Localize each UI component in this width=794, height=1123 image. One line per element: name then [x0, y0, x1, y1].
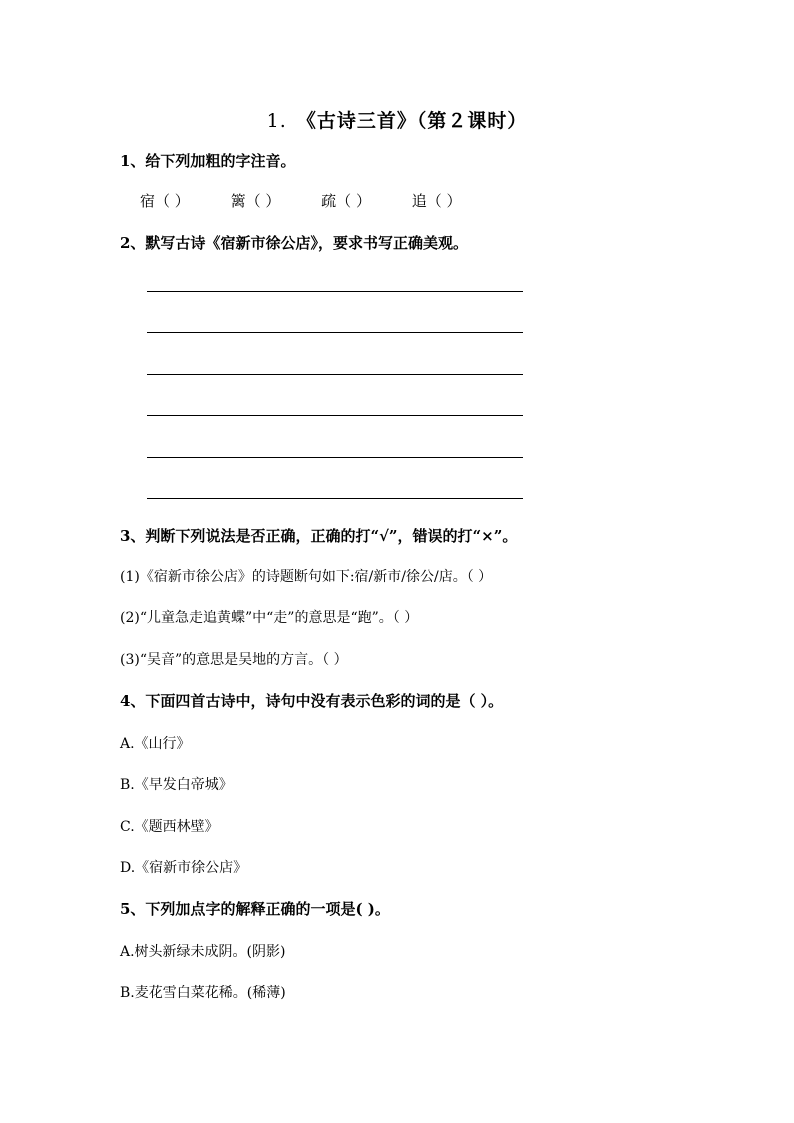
- pinyin-char: 篱: [230, 192, 246, 210]
- option-item: B.麦花雪白菜花稀。(稀薄): [120, 985, 286, 1001]
- title-text: 《古诗三首》（第２课时）: [296, 110, 528, 132]
- judgement-item: (1)《宿新市徐公店》的诗题断句如下:宿/新市/徐公/店。（ ）: [120, 569, 493, 585]
- pinyin-item: [412, 190, 462, 211]
- question-4-heading: 4、下面四首古诗中，诗句中没有表示色彩的词的是（ ）。: [120, 692, 504, 710]
- writing-line[interactable]: [147, 415, 523, 416]
- pinyin-item: [231, 190, 281, 211]
- pinyin-item: [140, 190, 190, 211]
- option-item: B.《早发白帝城》: [120, 777, 233, 793]
- pinyin-char: 宿: [140, 192, 156, 210]
- option-item: D.《宿新市徐公店》: [120, 860, 248, 876]
- page-title: [0, 106, 794, 133]
- pinyin-row: [140, 190, 498, 211]
- title-number: 1.: [266, 110, 287, 132]
- judgement-item: (3)“吴音”的意思是吴地的方言。（ ）: [120, 652, 348, 668]
- judgement-item: (2)“儿童急走追黄蝶”中“走”的意思是“跑”。（ ）: [120, 610, 419, 626]
- question-2-heading: 2、默写古诗《宿新市徐公店》，要求书写正确美观。: [120, 234, 468, 252]
- pinyin-blank[interactable]: （ ）: [426, 192, 462, 210]
- pinyin-item: [321, 190, 371, 211]
- writing-line[interactable]: [147, 457, 523, 458]
- writing-line[interactable]: [147, 332, 523, 333]
- writing-line[interactable]: [147, 291, 523, 292]
- pinyin-char: 追: [411, 192, 427, 210]
- option-item: A.树头新绿未成阴。(阴影): [120, 944, 286, 960]
- option-item: A.《山行》: [120, 736, 191, 752]
- option-item: C.《题西林壁》: [120, 819, 219, 835]
- writing-line[interactable]: [147, 374, 523, 375]
- pinyin-blank[interactable]: （ ）: [245, 192, 281, 210]
- pinyin-blank[interactable]: （ ）: [155, 192, 190, 210]
- question-3-heading: 3、判断下列说法是否正确，正确的打“√”，错误的打“×”。: [120, 527, 518, 545]
- question-1-heading: 1、给下列加粗的字注音。: [120, 152, 296, 170]
- question-5-heading: 5、下列加点字的解释正确的一项是( )。: [120, 900, 390, 918]
- pinyin-blank[interactable]: （ ）: [336, 192, 371, 210]
- pinyin-char: 疏: [321, 192, 337, 210]
- writing-line[interactable]: [147, 498, 523, 499]
